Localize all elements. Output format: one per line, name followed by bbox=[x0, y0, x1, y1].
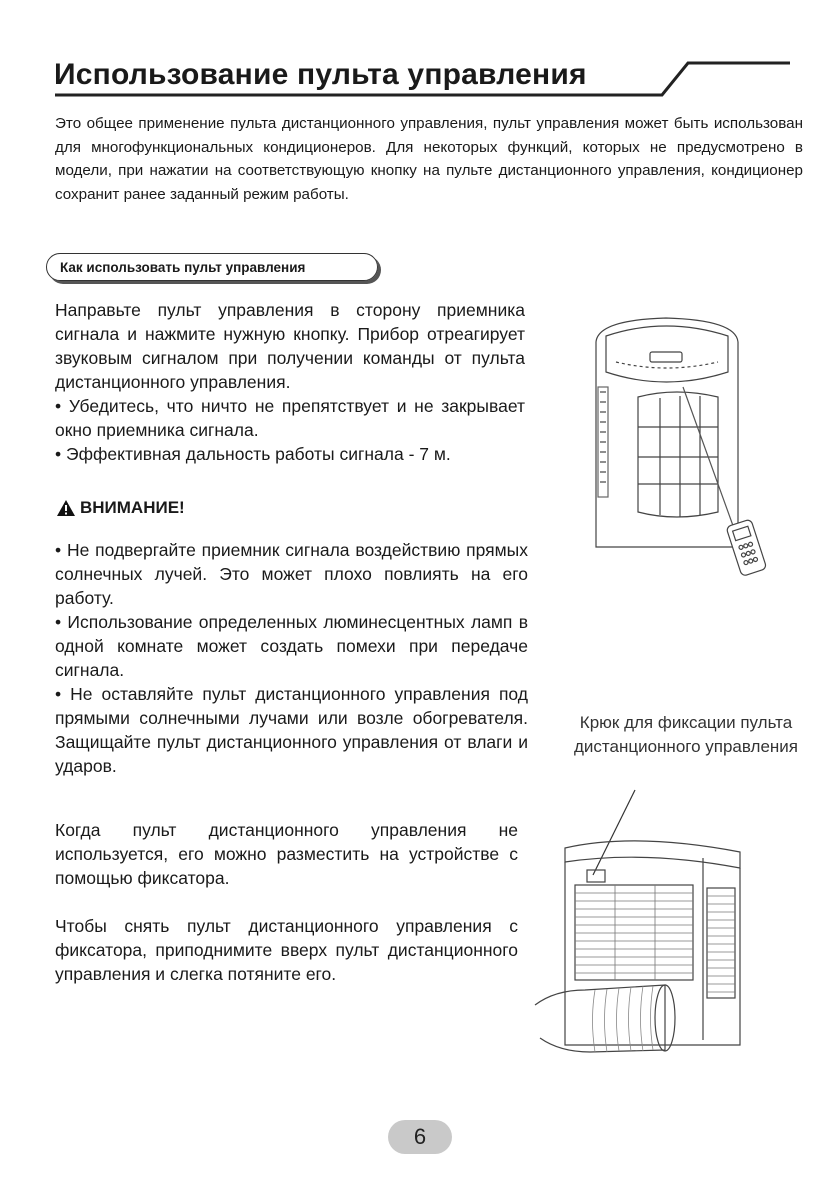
hook-caption: Крюк для фиксации пульта дистанционного управления bbox=[574, 713, 798, 756]
warning-heading bbox=[56, 498, 185, 518]
air-conditioner-rear-illustration bbox=[535, 790, 760, 1070]
usage-paragraph: Направьте пульт управления в сторону приемника сигнала и нажмите нужную кнопку. Прибор отреагирует звуковым сигналом при получении команды от пульта дистанционного управления. bbox=[55, 300, 525, 392]
page-number: 6 bbox=[413, 1124, 427, 1149]
warning-title: ВНИМАНИЕ! bbox=[80, 498, 185, 517]
removal-paragraph: Чтобы снять пульт дистанционного управления с фиксатора, приподнимите вверх пульт дистанционного управления и слегка потяните его. bbox=[55, 916, 518, 984]
title-underline bbox=[0, 0, 839, 120]
usage-note-range: • Эффективная дальность работы сигнала - 7 м. bbox=[55, 444, 451, 464]
warning-item-lamps: • Использование определенных люминесцентных ламп в одной комнате может создать помехи при передаче сигнала. bbox=[55, 612, 528, 680]
page-title: Использование пульта управления bbox=[54, 58, 587, 91]
storage-paragraph: Когда пульт дистанционного управления не используется, его можно разместить на устройстве с помощью фиксатора. bbox=[55, 820, 518, 888]
air-conditioner-front-illustration bbox=[588, 312, 768, 602]
warning-list bbox=[55, 538, 528, 778]
warning-item-sunlight: • Не подвергайте приемник сигнала воздействию прямых солнечных лучей. Это может плохо повлиять на его работу. bbox=[55, 540, 528, 608]
warning-icon bbox=[56, 499, 76, 517]
intro-paragraph: Это общее применение пульта дистанционного управления, пульт управления может быть использован для многофункциональных кондиционеров. Для некоторых функций, которых не предусмотрено в модели, при нажатии на соответствующую кнопку на пульте дистанционного управления, кондиционер сохранит ранее заданный режим работы. bbox=[55, 115, 803, 203]
section-label bbox=[46, 253, 378, 281]
warning-item-heat: • Не оставляйте пульт дистанционного управления под прямыми солнечными лучами или возле обогревателя. Защищайте пульт дистанционного управления от влаги и ударов. bbox=[55, 684, 528, 776]
usage-note-obstruction: • Убедитесь, что ничто не препятствует и не закрывает окно приемника сигнала. bbox=[55, 396, 525, 440]
page-number-badge bbox=[388, 1120, 452, 1154]
section-label-text: Как использовать пульт управления bbox=[60, 259, 306, 275]
usage-instructions bbox=[55, 298, 525, 466]
